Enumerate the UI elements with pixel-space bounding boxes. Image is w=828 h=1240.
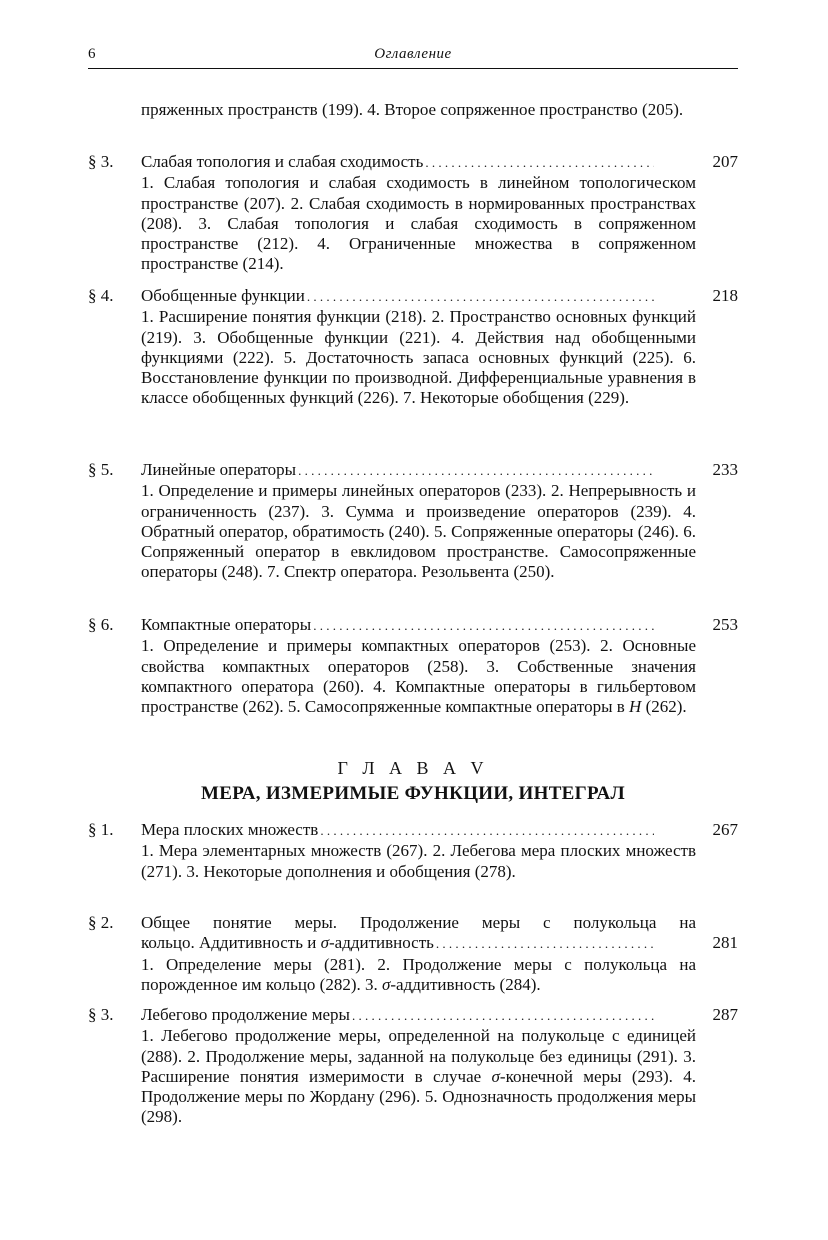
- leader-dots: [320, 820, 654, 841]
- page-ref: 218: [712, 286, 738, 305]
- title-text: кольцо. Аддитивность и: [141, 933, 321, 953]
- page-ref: 253: [712, 615, 738, 634]
- section-description: 1. Мера элементарных множеств (267). 2. Лебегова мера плоских множеств (271). 3. Некоторые дополнения и обобщения (278).: [141, 841, 696, 881]
- math-symbol: H: [629, 697, 642, 717]
- leader-dots: [352, 1005, 654, 1026]
- section-description: 1. Слабая топология и слабая сходимость в линейном топологическом пространстве (207). 2. Слабая сходимость в нормированных пространствах (208). 3. Слабая топология и слабая сходимость в сопряженном пространстве (212). 4. Ограниченные множества в сопряженном пространстве (214).: [141, 173, 696, 274]
- section-number: § 2.: [88, 913, 114, 932]
- leader-dots: [436, 933, 654, 954]
- section-title: [141, 933, 434, 953]
- page-ref: 233: [712, 460, 738, 479]
- description-text: (262).: [641, 697, 687, 717]
- page-ref: 267: [712, 820, 738, 839]
- title-text: -аддитивность: [328, 933, 434, 953]
- leader-dots: [307, 286, 654, 307]
- math-symbol: σ: [382, 974, 391, 994]
- running-title: Оглавление: [374, 46, 452, 62]
- section-number: § 5.: [88, 460, 114, 479]
- math-symbol: σ: [491, 1066, 500, 1086]
- section-number: § 6.: [88, 615, 114, 634]
- chapter-label: Г Л А В А V: [337, 758, 489, 778]
- description-text: 1. Лебегово продолжение меры, определенной на полукольце с единицей (288). 2. Продолжение меры, заданной на полукольце без единицы (291). 3. Расширение понятия измеримости в случае: [141, 1026, 696, 1086]
- section-title: Компактные операторы: [141, 615, 312, 634]
- continuation-text: пряженных пространств (199). 4. Второе сопряженное пространство (205).: [141, 100, 684, 119]
- section-title: Слабая топология и слабая сходимость: [141, 152, 424, 171]
- chapter-title: МЕРА, ИЗМЕРИМЫЕ ФУНКЦИИ, ИНТЕГРАЛ: [201, 783, 625, 804]
- section-title: Обобщенные функции: [141, 286, 305, 305]
- description-text: -аддитивность (284).: [390, 974, 541, 994]
- section-description: [141, 955, 696, 996]
- page-ref: 207: [712, 152, 738, 171]
- section-description: 1. Расширение понятия функции (218). 2. Пространство основных функций (219). 3. Обобщенные функции (221). 4. Действия над обобщенными функциями (222). 5. Достаточность запаса основных функций (225). 6. Восстановление функции по производной. Дифференциальные уравнения в классе обобщенных функций (226). 7. Некоторые обобщения (229).: [141, 307, 696, 408]
- section-title: Мера плоских множеств: [141, 820, 319, 839]
- page-ref: 281: [712, 933, 738, 953]
- section-number: § 1.: [88, 820, 114, 839]
- section-title: Лебегово продолжение меры: [141, 1005, 350, 1024]
- page-number: 6: [88, 46, 96, 62]
- math-symbol: σ: [320, 933, 329, 953]
- section-title: Линейные операторы: [141, 460, 297, 479]
- leader-dots: [313, 615, 654, 636]
- leader-dots: [298, 460, 654, 481]
- page-header: [88, 46, 738, 69]
- section-number: § 4.: [88, 286, 114, 305]
- description-text: 1. Определение и примеры компактных операторов (253). 2. Основные свойства компактных операторов (258). 3. Собственные значения компактного оператора (260). 4. Компактные операторы в гильбертовом пространстве (262). 5. Самосопряженные компактные операторы в: [141, 636, 696, 717]
- page-ref: 287: [712, 1005, 738, 1024]
- section-description: [141, 636, 696, 717]
- description-text: 1. Определение меры (281). 2. Продолжение меры с полукольца на порожденное им кольцо (282). 3.: [141, 954, 696, 994]
- section-description: 1. Определение и примеры линейных операторов (233). 2. Непрерывность и ограниченность (237). 3. Сумма и произведение операторов (239). 4. Обратный оператор, обратимость (240). 5. Сопряженные операторы (246). 6. Сопряженный оператор в евклидовом пространстве. Самосопряженные операторы (248). 7. Спектр оператора. Резольвента (250).: [141, 481, 696, 582]
- section-title: Общее понятие меры. Продолжение меры с полукольца на: [141, 913, 696, 932]
- section-description: [141, 1026, 696, 1127]
- leader-dots: [425, 152, 654, 173]
- description-text: -конечной меры (293). 4. Продолжение меры по Жордану (296). 5. Однозначность продолжения меры (298).: [141, 1066, 696, 1127]
- section-number: § 3.: [88, 152, 114, 171]
- section-number: § 3.: [88, 1005, 114, 1024]
